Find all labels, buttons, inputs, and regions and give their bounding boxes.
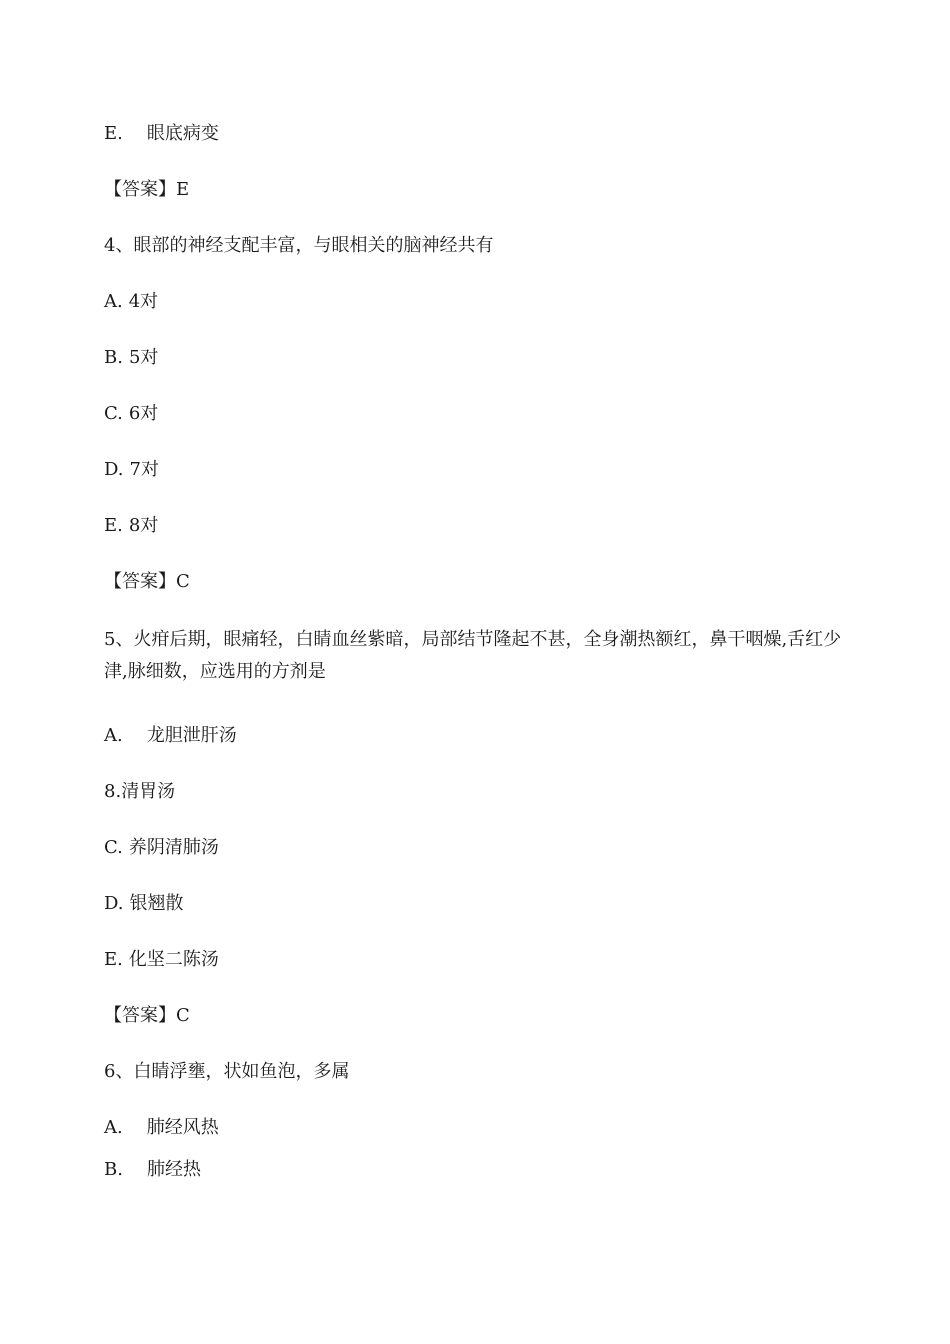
- option-c: [104, 836, 219, 860]
- option-a: [104, 724, 237, 748]
- option-text: 7对: [129, 459, 159, 480]
- option-text: 养阴清肺汤: [128, 837, 219, 858]
- question-5: [104, 624, 854, 688]
- option-text: 8对: [128, 515, 159, 536]
- option-text: 清胃汤: [121, 781, 176, 802]
- option-text: 眼底病变: [146, 123, 219, 144]
- option-a: [104, 290, 158, 314]
- option-e: [104, 514, 158, 538]
- option-text: 6对: [128, 403, 159, 424]
- answer-label: 【答案】: [104, 571, 176, 592]
- answer-value: E: [176, 179, 190, 200]
- option-e: [104, 948, 219, 972]
- option-text: 5对: [128, 347, 159, 368]
- question-text: 6、白睛浮壅，状如鱼泡，多属: [104, 1061, 350, 1082]
- option-b: [104, 1158, 201, 1182]
- option-d: [104, 458, 159, 482]
- answer-label: 【答案】: [104, 179, 176, 200]
- answer-line: [104, 570, 190, 594]
- answer-value: C: [176, 571, 190, 592]
- option-label: C.: [104, 403, 123, 424]
- option-text: 银翘散: [129, 893, 184, 914]
- option-text: 4对: [128, 291, 159, 312]
- option-label: B.: [104, 347, 123, 368]
- option-label: 8.: [104, 781, 122, 802]
- option-label: E.: [104, 515, 123, 536]
- option-label: D.: [104, 459, 124, 480]
- option-b: [104, 780, 175, 804]
- option-label: C.: [104, 837, 123, 858]
- option-label: E.: [104, 949, 123, 970]
- answer-line: [104, 1004, 190, 1028]
- option-a: [104, 1116, 219, 1140]
- answer-line: [104, 178, 189, 202]
- answer-label: 【答案】: [104, 1005, 176, 1026]
- question-4: [104, 234, 493, 258]
- question-text: 4、眼部的神经支配丰富，与眼相关的脑神经共有: [104, 235, 494, 256]
- option-c: [104, 402, 158, 426]
- option-label: E.: [104, 123, 123, 144]
- answer-value: C: [176, 1005, 190, 1026]
- option-d: [104, 892, 184, 916]
- option-label: A.: [104, 1117, 123, 1138]
- question-text: 5、火疳后期，眼痛轻，白睛血丝紫暗，局部结节隆起不甚，全身潮热额红，鼻干咽燥,舌红少津,脉细数，应选用的方剂是: [104, 629, 842, 682]
- option-text: 肺经风热: [146, 1117, 219, 1138]
- option-b: [104, 346, 158, 370]
- option-text: 龙胆泄肝汤: [146, 725, 237, 746]
- question-6: [104, 1060, 349, 1084]
- option-label: A.: [104, 725, 123, 746]
- option-text: 化坚二陈汤: [128, 949, 219, 970]
- option-label: A.: [104, 291, 123, 312]
- option-label: D.: [104, 893, 124, 914]
- option-label: B.: [104, 1159, 123, 1180]
- option-e: [104, 122, 219, 146]
- option-text: 肺经热: [146, 1159, 201, 1180]
